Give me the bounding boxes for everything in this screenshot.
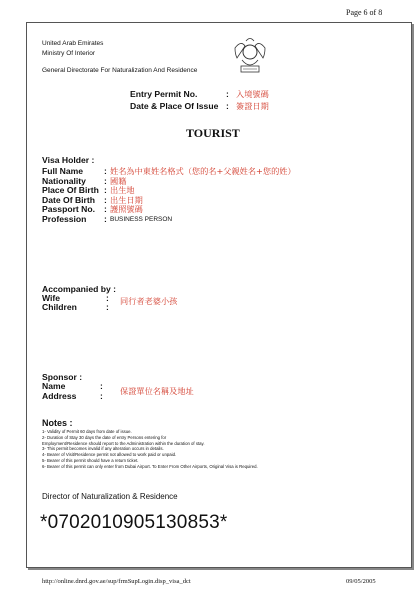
colon: : [104,185,107,196]
sponsor-address-label: Address [42,391,77,401]
issuer-country: United Arab Emirates [42,40,104,47]
page-number: Page 6 of 8 [346,8,383,17]
visa-holder-label: Nationality [42,175,86,186]
note-item: 1- Validity of Permit 60 days from date of issue. [42,429,132,434]
document-page [26,22,412,568]
accompanied-value: 同行者老婆小孩 [120,296,178,306]
uae-emblem-icon [232,36,268,78]
colon: : [104,166,107,176]
visa-holder-value: BUSINESS PERSON [110,215,173,223]
colon: : [104,175,107,186]
children-label: Children [42,302,77,312]
footer-date: 09/05/2005 [346,578,376,585]
issue-date-value: 簽證日期 [236,101,269,111]
issue-date-label: Date & Place Of Issue [130,101,219,111]
sponsor-value: 保證單位名稱及地址 [120,386,194,396]
issuer-directorate: General Directorate For Naturalization And Residence [42,67,198,74]
colon: : [104,194,107,205]
director-signature-line: Director of Naturalization & Residence [42,492,178,501]
note-item: Employment/Residence should report to the Administration within the duration of stay. [42,440,205,446]
note-item: 3- This permit becomes invalid if any alteration occurs in details. [42,446,164,452]
wife-label: Wife [42,293,61,303]
notes-heading: Notes : [42,418,73,428]
document-title: TOURIST [186,126,240,140]
colon: : [104,204,107,215]
colon: : [226,89,229,99]
entry-permit-value: 入境號碼 [236,89,269,99]
note-item: 5- Bearer of this permit should have a return ticket. [42,457,139,463]
visa-holder-value: 姓名為中東姓名格式（您的名+父親姓名+您的姓） [110,166,296,176]
sponsor-name-label: Name [42,381,66,391]
colon: : [100,391,103,401]
visa-holder-value: 護照號碼 [110,204,143,215]
visa-holder-label: Profession [42,214,87,224]
issuer-ministry: Ministry Of Interior [42,50,96,57]
sponsor-heading: Sponsor : [42,372,83,382]
visa-holder-label: Passport No. [42,204,96,215]
note-item: 6- Bearer of this permit can only enter from Dubai Airport. To Enter From Other Airports, Original Visa is Required. [42,463,258,469]
colon: : [106,293,109,303]
colon: : [226,101,229,111]
barcode-number: *0702010905130853* [40,512,228,533]
visa-holder-value: 國籍 [110,175,127,186]
visa-holder-heading: Visa Holder : [42,155,95,165]
entry-permit-label: Entry Permit No. [130,89,198,99]
visa-holder-label: Date Of Birth [42,194,95,205]
visa-holder-value: 出生地 [110,185,135,196]
note-item: 2- Duration of Stay 30 days the date of entry Persons entering for [42,434,167,440]
notes-list [42,429,258,470]
accompanied-heading: Accompanied by : [42,284,117,294]
footer-url: http://online.dnrd.gov.ae/sup/frmSupLogin.disp_visa_dct [42,578,191,585]
visa-holder-label: Place Of Birth [42,185,99,196]
colon: : [106,302,109,312]
colon: : [100,381,103,391]
note-item: 4- Bearer of Visit/Residence permit not allowed to work paid or unpaid. [42,452,177,458]
visa-holder-label: Full Name [42,166,84,176]
visa-holder-value: 出生日期 [110,194,143,205]
colon: : [104,214,107,224]
